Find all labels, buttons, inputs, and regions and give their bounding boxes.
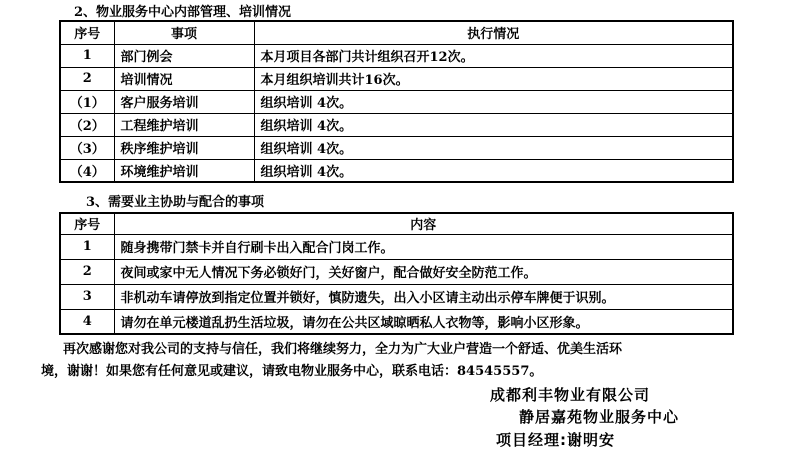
table-row (60, 309, 733, 334)
row-content: 夜间或家中无人情况下务必锁好门，关好窗户，配合做好安全防范工作。 (114, 259, 733, 284)
company-name: 成都利丰物业有限公司 (490, 386, 651, 404)
row-content: 随身携带门禁卡并自行刷卡出入配合门岗工作。 (114, 234, 733, 259)
table-header-row (60, 21, 733, 44)
row-no: 3 (60, 284, 114, 309)
row-item: 部门例会 (114, 44, 254, 67)
row-content: 非机动车请停放到指定位置并锁好，慎防遗失，出入小区请主动出示停车牌便于识别。 (114, 284, 733, 309)
section-3-title: 3、需要业主协助与配合的事项 (86, 195, 265, 210)
table-row (60, 44, 733, 67)
row-no: 2 (60, 259, 114, 284)
row-no: （3） (60, 136, 114, 159)
header-status: 执行情况 (254, 21, 733, 44)
table-row (60, 259, 733, 284)
row-item: 客户服务培训 (114, 90, 254, 113)
row-no: 4 (60, 309, 114, 334)
closing-line-2: 境，谢谢！如果您有任何意见或建议，请致电物业服务中心，联系电话：84545557。 (41, 364, 543, 379)
table-row (60, 234, 733, 259)
table-row (60, 136, 733, 159)
closing-paragraph (41, 339, 789, 383)
header-item: 事项 (114, 21, 254, 44)
row-content: 请勿在单元楼道乱扔生活垃圾，请勿在公共区域晾晒私人衣物等，影响小区形象。 (114, 309, 733, 334)
row-no: 1 (60, 234, 114, 259)
row-status: 组织培训 4次。 (254, 90, 733, 113)
row-status: 本月项目各部门共计组织召开12次。 (254, 44, 733, 67)
table-row (60, 113, 733, 136)
section-2-title: 2、物业服务中心内部管理、培训情况 (74, 5, 292, 20)
table-row (60, 284, 733, 309)
row-item: 环境维护培训 (114, 159, 254, 182)
header-no: 序号 (60, 213, 114, 234)
row-status: 组织培训 4次。 (254, 159, 733, 182)
table-row (60, 90, 733, 113)
internal-management-table (59, 20, 734, 183)
row-item: 工程维护培训 (114, 113, 254, 136)
row-status: 本月组织培训共计16次。 (254, 67, 733, 90)
closing-line-1: 再次感谢您对我公司的支持与信任，我们将继续努力，全力为广大业户营造一个舒适、优美生活环 (63, 342, 623, 357)
table-row (60, 67, 733, 90)
row-status: 组织培训 4次。 (254, 136, 733, 159)
row-no: （1） (60, 90, 114, 113)
row-item: 培训情况 (114, 67, 254, 90)
row-no: 1 (60, 44, 114, 67)
owner-cooperation-table (59, 212, 734, 335)
header-no: 序号 (60, 21, 114, 44)
row-status: 组织培训 4次。 (254, 113, 733, 136)
row-no: （2） (60, 113, 114, 136)
service-center-name: 静居嘉苑物业服务中心 (519, 408, 680, 426)
row-no: （4） (60, 159, 114, 182)
table-row (60, 159, 733, 182)
table-header-row (60, 213, 733, 234)
project-manager: 项目经理:谢明安 (496, 431, 615, 449)
row-no: 2 (60, 67, 114, 90)
row-item: 秩序维护培训 (114, 136, 254, 159)
header-content: 内容 (114, 213, 733, 234)
